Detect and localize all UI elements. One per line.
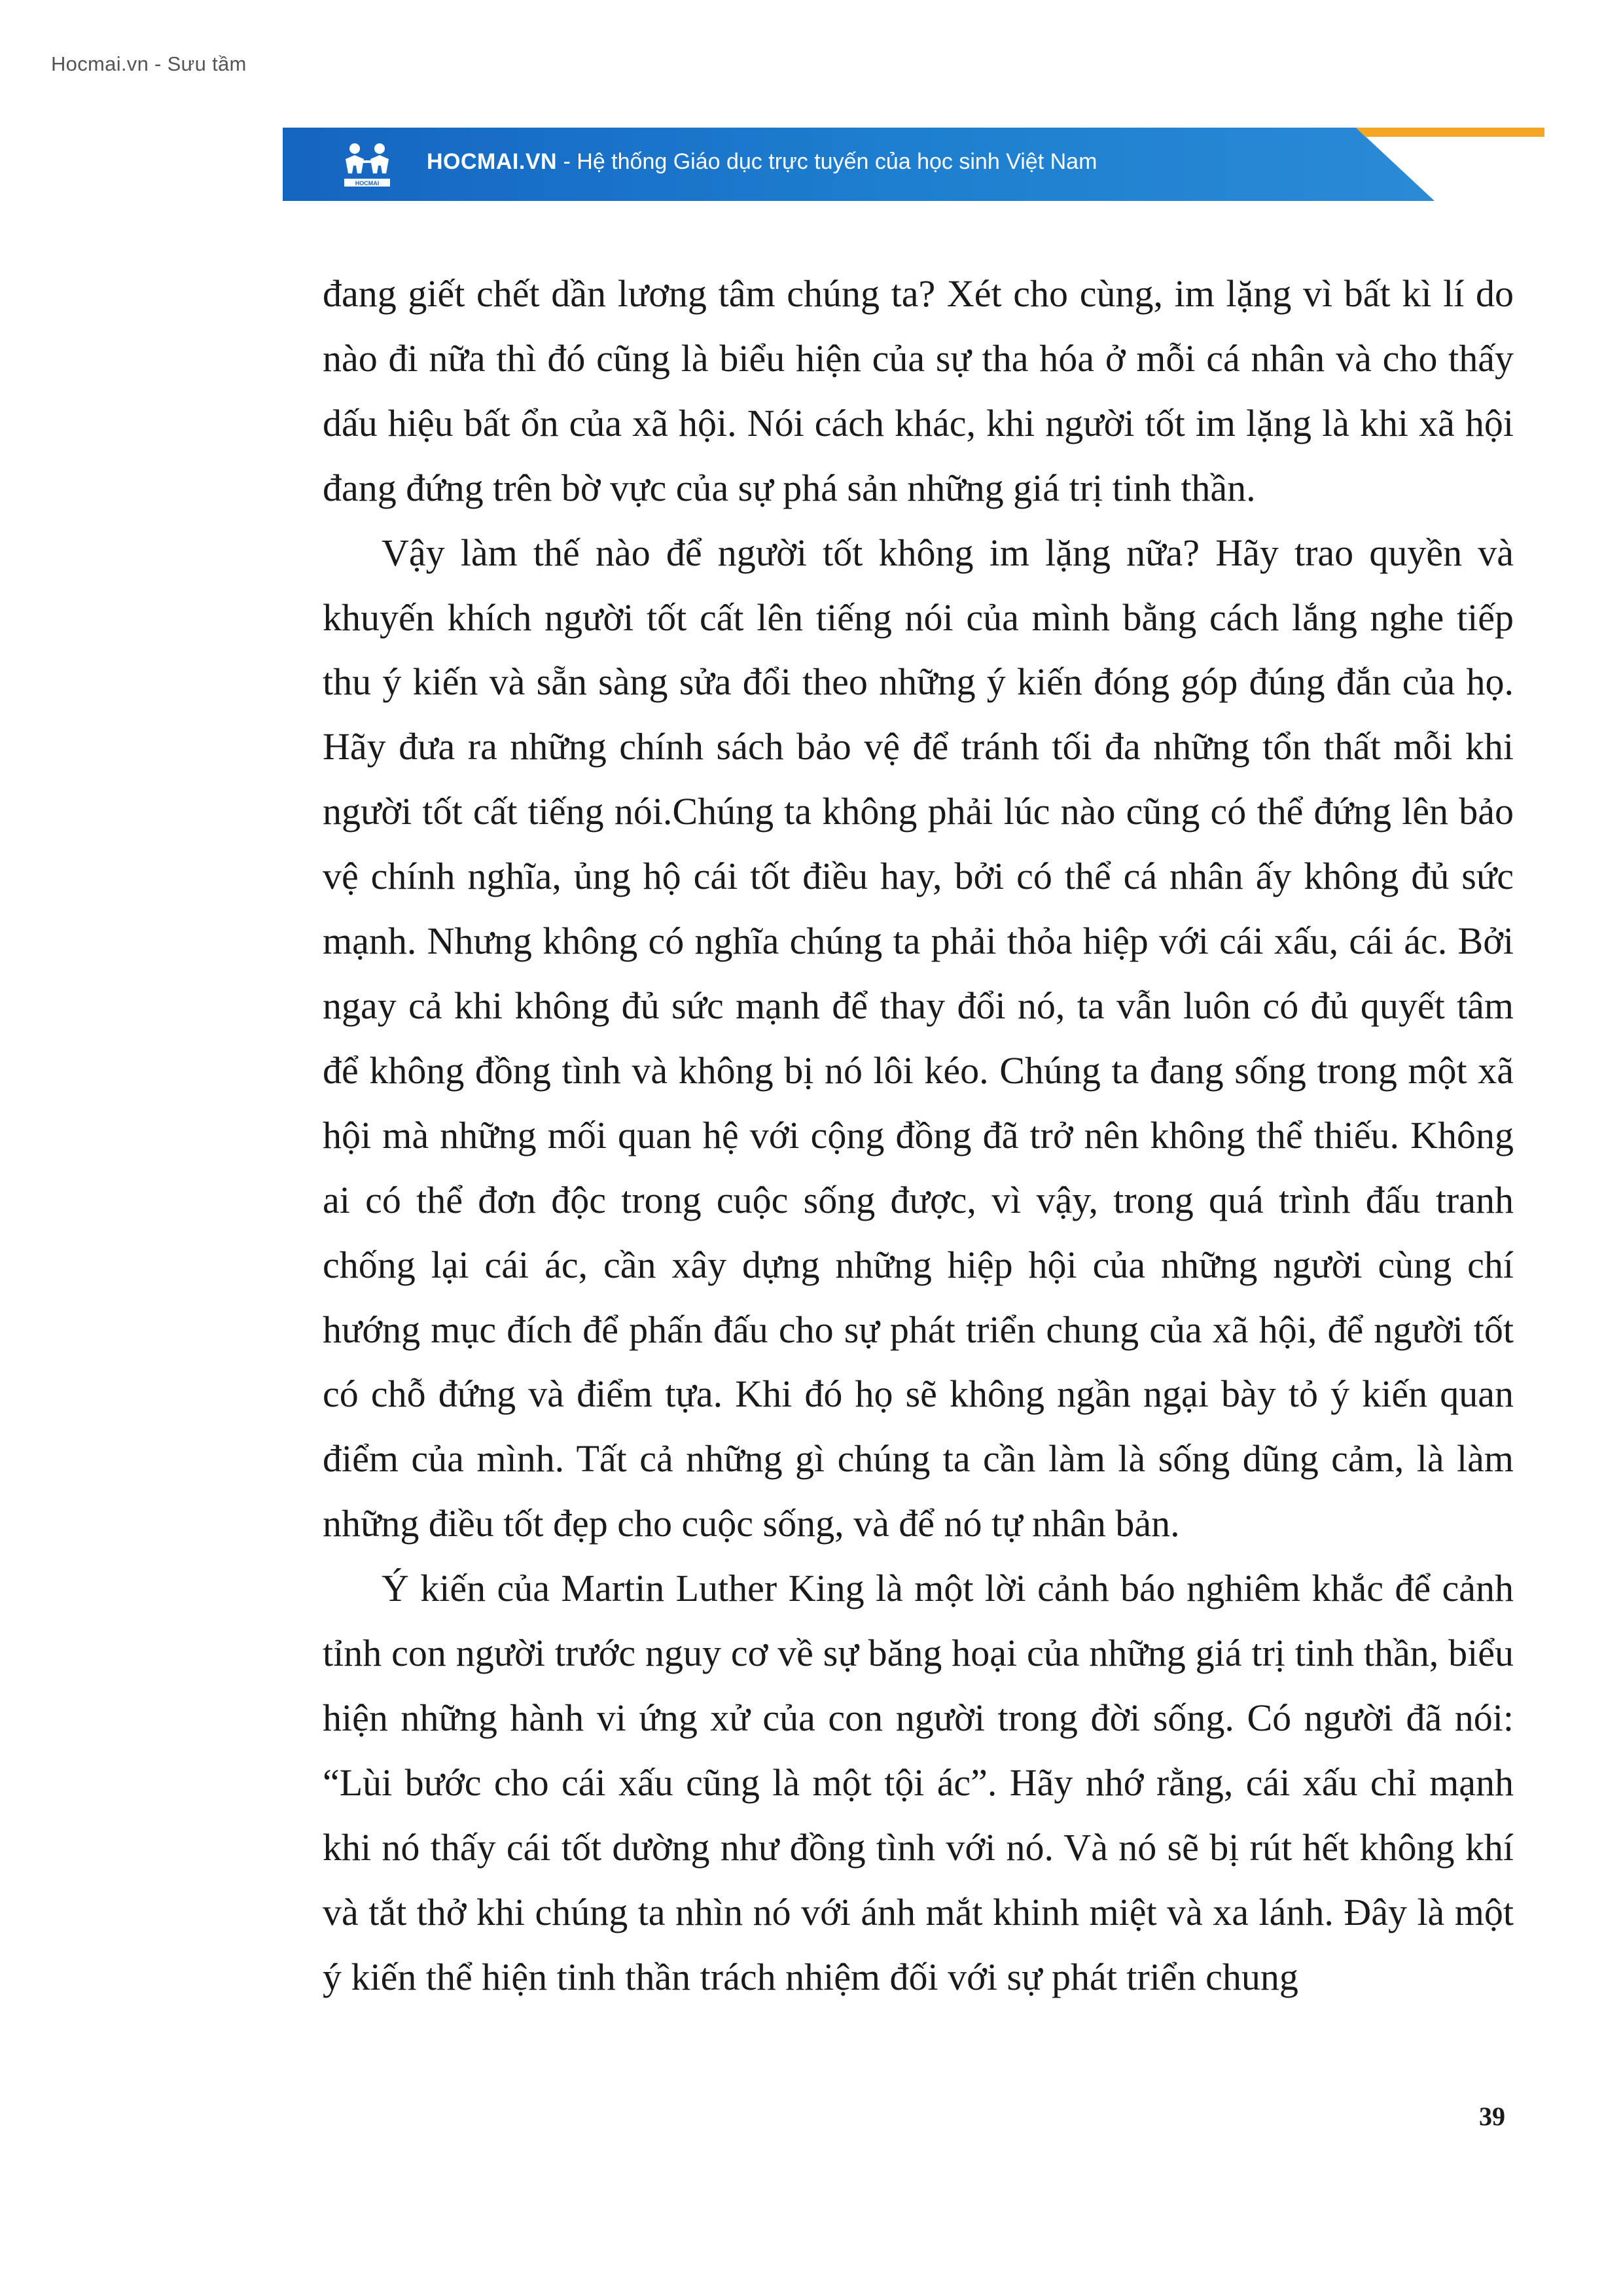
header-banner	[283, 128, 1544, 201]
paragraph-3: Ý kiến của Martin Luther King là một lời cảnh báo nghiêm khắc để cảnh tỉnh con người trước nguy cơ về sự băng hoại của những giá trị tinh thần, biểu hiện những hành vi ứng xử của con người trong đời sống. Có người đã nói: “Lùi bước cho cái xấu cũng là một tội ác”. Hãy nhớ rằng, cái xấu chỉ mạnh khi nó thấy cái tốt dường như đồng tình với nó. Và nó sẽ bị rút hết không khí và tắt thở khi chúng ta nhìn nó với ánh mắt khinh miệt và xa lánh. Đây là một ý kiến thể hiện tinh thần trách nhiệm đối với sự phát triển chung	[323, 1567, 1514, 1998]
logo-text: HOCMAI	[355, 180, 380, 187]
source-watermark: Hocmai.vn - Sưu tầm	[51, 52, 247, 75]
brand-tagline: - Hệ thống Giáo dục trực tuyến của học sinh Việt Nam	[557, 149, 1097, 174]
paragraph-2: Vậy làm thế nào để người tốt không im lặng nữa? Hãy trao quyền và khuyến khích người tốt cất lên tiếng nói của mình bằng cách lắng nghe tiếp thu ý kiến và sẵn sàng sửa đổi theo những ý kiến đóng góp đúng đắn của họ. Hãy đưa ra những chính sách bảo vệ để tránh tối đa những tổn thất mỗi khi người tốt cất tiếng nói.Chúng ta không phải lúc nào cũng có thể đứng lên bảo vệ chính nghĩa, ủng hộ cái tốt điều hay, bởi có thể cá nhân ấy không đủ sức mạnh. Nhưng không có nghĩa chúng ta phải thỏa hiệp với cái xấu, cái ác. Bởi ngay cả khi không đủ sức mạnh để thay đổi nó, ta vẫn luôn có đủ quyết tâm để không đồng tình và không bị nó lôi kéo. Chúng ta đang sống trong một xã hội mà những mối quan hệ với cộng đồng đã trở nên không thể thiếu. Không ai có thể đơn độc trong cuộc sống được, vì vậy, trong quá trình đấu tranh chống lại cái ác, cần xây dựng những hiệp hội của những người cùng chí hướng mục đích để phấn đấu cho sự phát triển chung của xã hội, để người tốt có chỗ đứng và điểm tựa. Khi đó họ sẽ không ngần ngại bày tỏ ý kiến quan điểm của mình. Tất cả những gì chúng ta cần làm là sống dũng cảm, là làm những điều tốt đẹp cho cuộc sống, và để nó tự nhân bản.	[323, 531, 1514, 1545]
page-number: 39	[1479, 2102, 1505, 2131]
hocmai-logo-icon	[342, 139, 393, 190]
article-body	[323, 262, 1514, 2009]
paragraph-1: đang giết chết dần lương tâm chúng ta? Xét cho cùng, im lặng vì bất kì lí do nào đi nữa thì đó cũng là biểu hiện của sự tha hóa ở mỗi cá nhân và cho thấy dấu hiệu bất ổn của xã hội. Nói cách khác, khi người tốt im lặng là khi xã hội đang đứng trên bờ vực của sự phá sản những giá trị tinh thần.	[323, 272, 1514, 509]
brand-name: HOCMAI.VN	[427, 149, 558, 174]
banner-title	[427, 149, 1097, 175]
